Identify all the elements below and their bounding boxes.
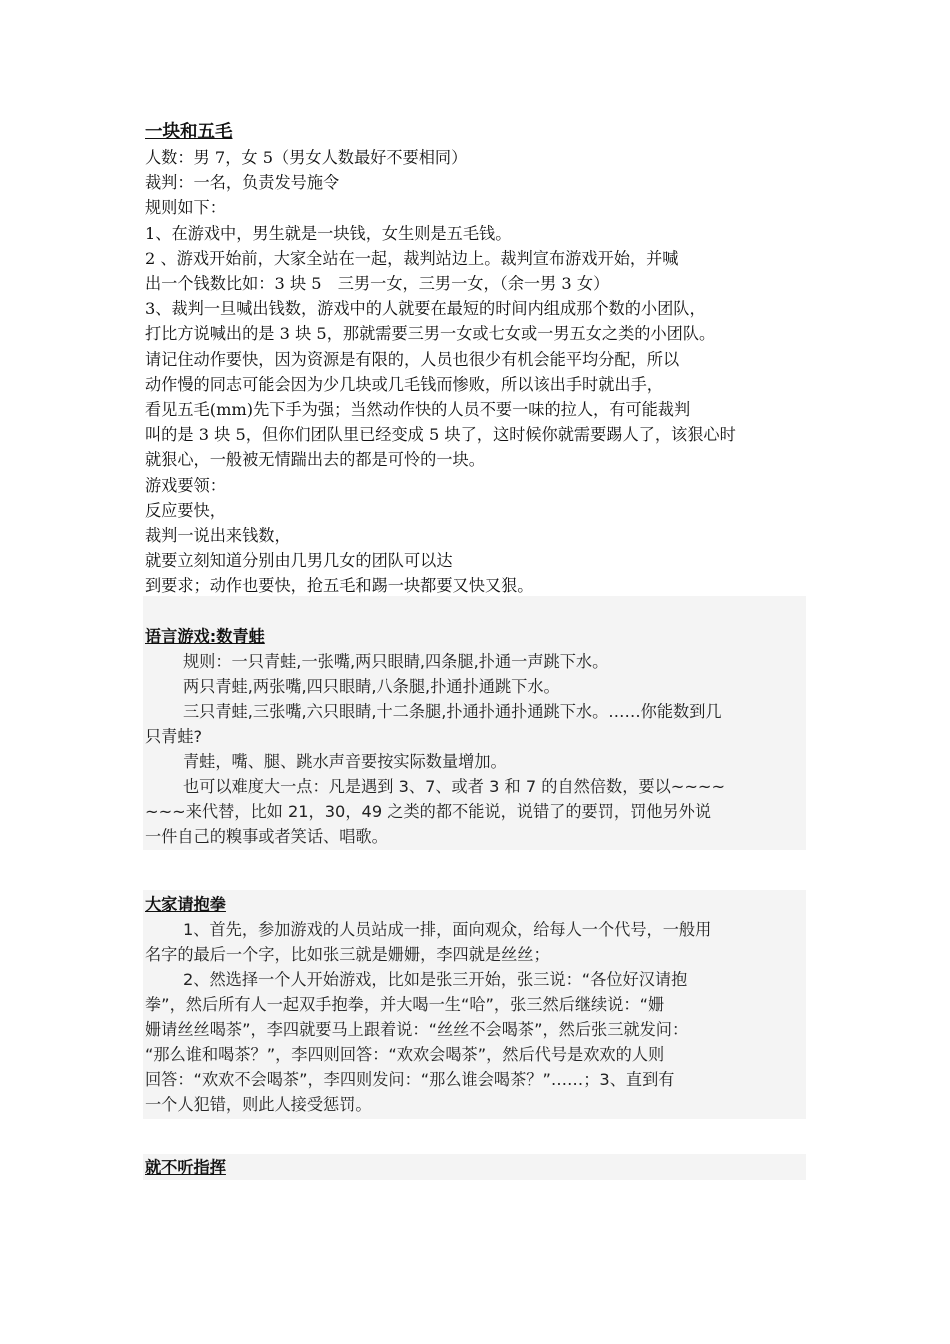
text-line: 回答：“欢欢不会喝茶”，李四则发问：“那么谁会喝茶？”……；3、直到有 [145,1070,675,1089]
section-salute-game [143,890,806,1119]
text-line: ~~~来代替，比如 21，30，49 之类的都不能说，说错了的要罚，罚他另外说 [145,802,712,821]
text-line: 反应要快， [145,500,226,520]
text-line: “那么谁和喝茶？”，李四则回答：“欢欢会喝茶”，然后代号是欢欢的人则 [145,1045,665,1064]
text-line: 人数：男 7，女 5（男女人数最好不要相同） [145,148,468,167]
text-line: 到要求；动作也要快，抢五毛和踢一块都要又快又狠。 [145,576,534,596]
text-line: 就狠心，一般被无情踹出去的都是可怜的一块。 [145,450,485,470]
text-line: 青蛙，嘴、腿、跳水声音要按实际数量增加。 [183,752,507,771]
section-disobey [143,1154,806,1180]
text-line: 姗请丝丝喝茶”，李四就要马上跟着说：“丝丝不会喝茶”，然后张三就发问： [145,1020,689,1039]
text-line: 2 、游戏开始前，大家全站在一起，裁判站边上。裁判宣布游戏开始，并喊 [145,248,679,268]
text-line: 一个人犯错，则此人接受惩罚。 [145,1095,372,1114]
text-line: 看见五毛(mm)先下手为强；当然动作快的人员不要一味的拉人，有可能裁判 [145,400,691,420]
text-line: 2、然选择一个人开始游戏，比如是张三开始，张三说：“各位好汉请抱 [183,970,688,989]
text-line: 只青蛙? [145,727,203,746]
text-line: 1、在游戏中，男生就是一块钱，女生则是五毛钱。 [145,223,512,243]
text-line: 打比方说喊出的是 3 块 5，那就需要三男一女或七女或一男五女之类的小团队。 [145,324,716,344]
text-line: 就要立刻知道分别由几男几女的团队可以达 [145,551,453,571]
section-title: 大家请抱拳 [145,895,226,914]
text-line: 3、裁判一旦喊出钱数，游戏中的人就要在最短的时间内组成那个数的小团队， [145,299,706,319]
text-line: 1、首先，参加游戏的人员站成一排，面向观众，给每人一个代号，一般用 [183,920,712,939]
text-line: 名字的最后一个字，比如张三就是姗姗，李四就是丝丝； [145,945,550,964]
section-title: 语言游戏:数青蛙 [145,627,265,646]
text-line: 两只青蛙,两张嘴,四只眼睛,八条腿,扑通扑通跳下水。 [183,677,560,696]
text-line: 一件自己的糗事或者笑话、唱歌。 [145,827,388,846]
text-line: 规则：一只青蛙,一张嘴,两只眼睛,四条腿,扑通一声跳下水。 [183,652,609,671]
text-line: 规则如下： [145,198,226,218]
text-line: 请记住动作要快，因为资源是有限的，人员也很少有机会能平均分配，所以 [145,349,680,369]
text-line: 裁判一说出来钱数， [145,526,291,546]
text-line: 游戏要领： [145,475,226,495]
text-line: 裁判：一名，负责发号施令 [145,173,340,193]
text-line: 也可以难度大一点：凡是遇到 3、7、或者 3 和 7 的自然倍数，要以~~~~ [183,777,726,796]
section-title: 就不听指挥 [145,1158,226,1177]
section-count-frogs [143,596,806,850]
text-line: 拳”，然后所有人一起双手抱拳，并大喝一生“哈”，张三然后继续说：“姗 [145,995,665,1014]
section-yikuai-wumao [145,119,815,599]
text-line: 出一个钱数比如：3 块 5 三男一女，三男一女，（余一男 3 女） [145,274,610,294]
text-line: 叫的是 3 块 5，但你们团队里已经变成 5 块了，这时候你就需要踢人了，该狠心时 [145,425,736,445]
text-line: 三只青蛙,三张嘴,六只眼睛,十二条腿,扑通扑通扑通跳下水。……你能数到几 [183,702,722,721]
text-line: 动作慢的同志可能会因为少几块或几毛钱而惨败，所以该出手时就出手， [145,374,663,394]
section-title: 一块和五毛 [145,122,233,142]
